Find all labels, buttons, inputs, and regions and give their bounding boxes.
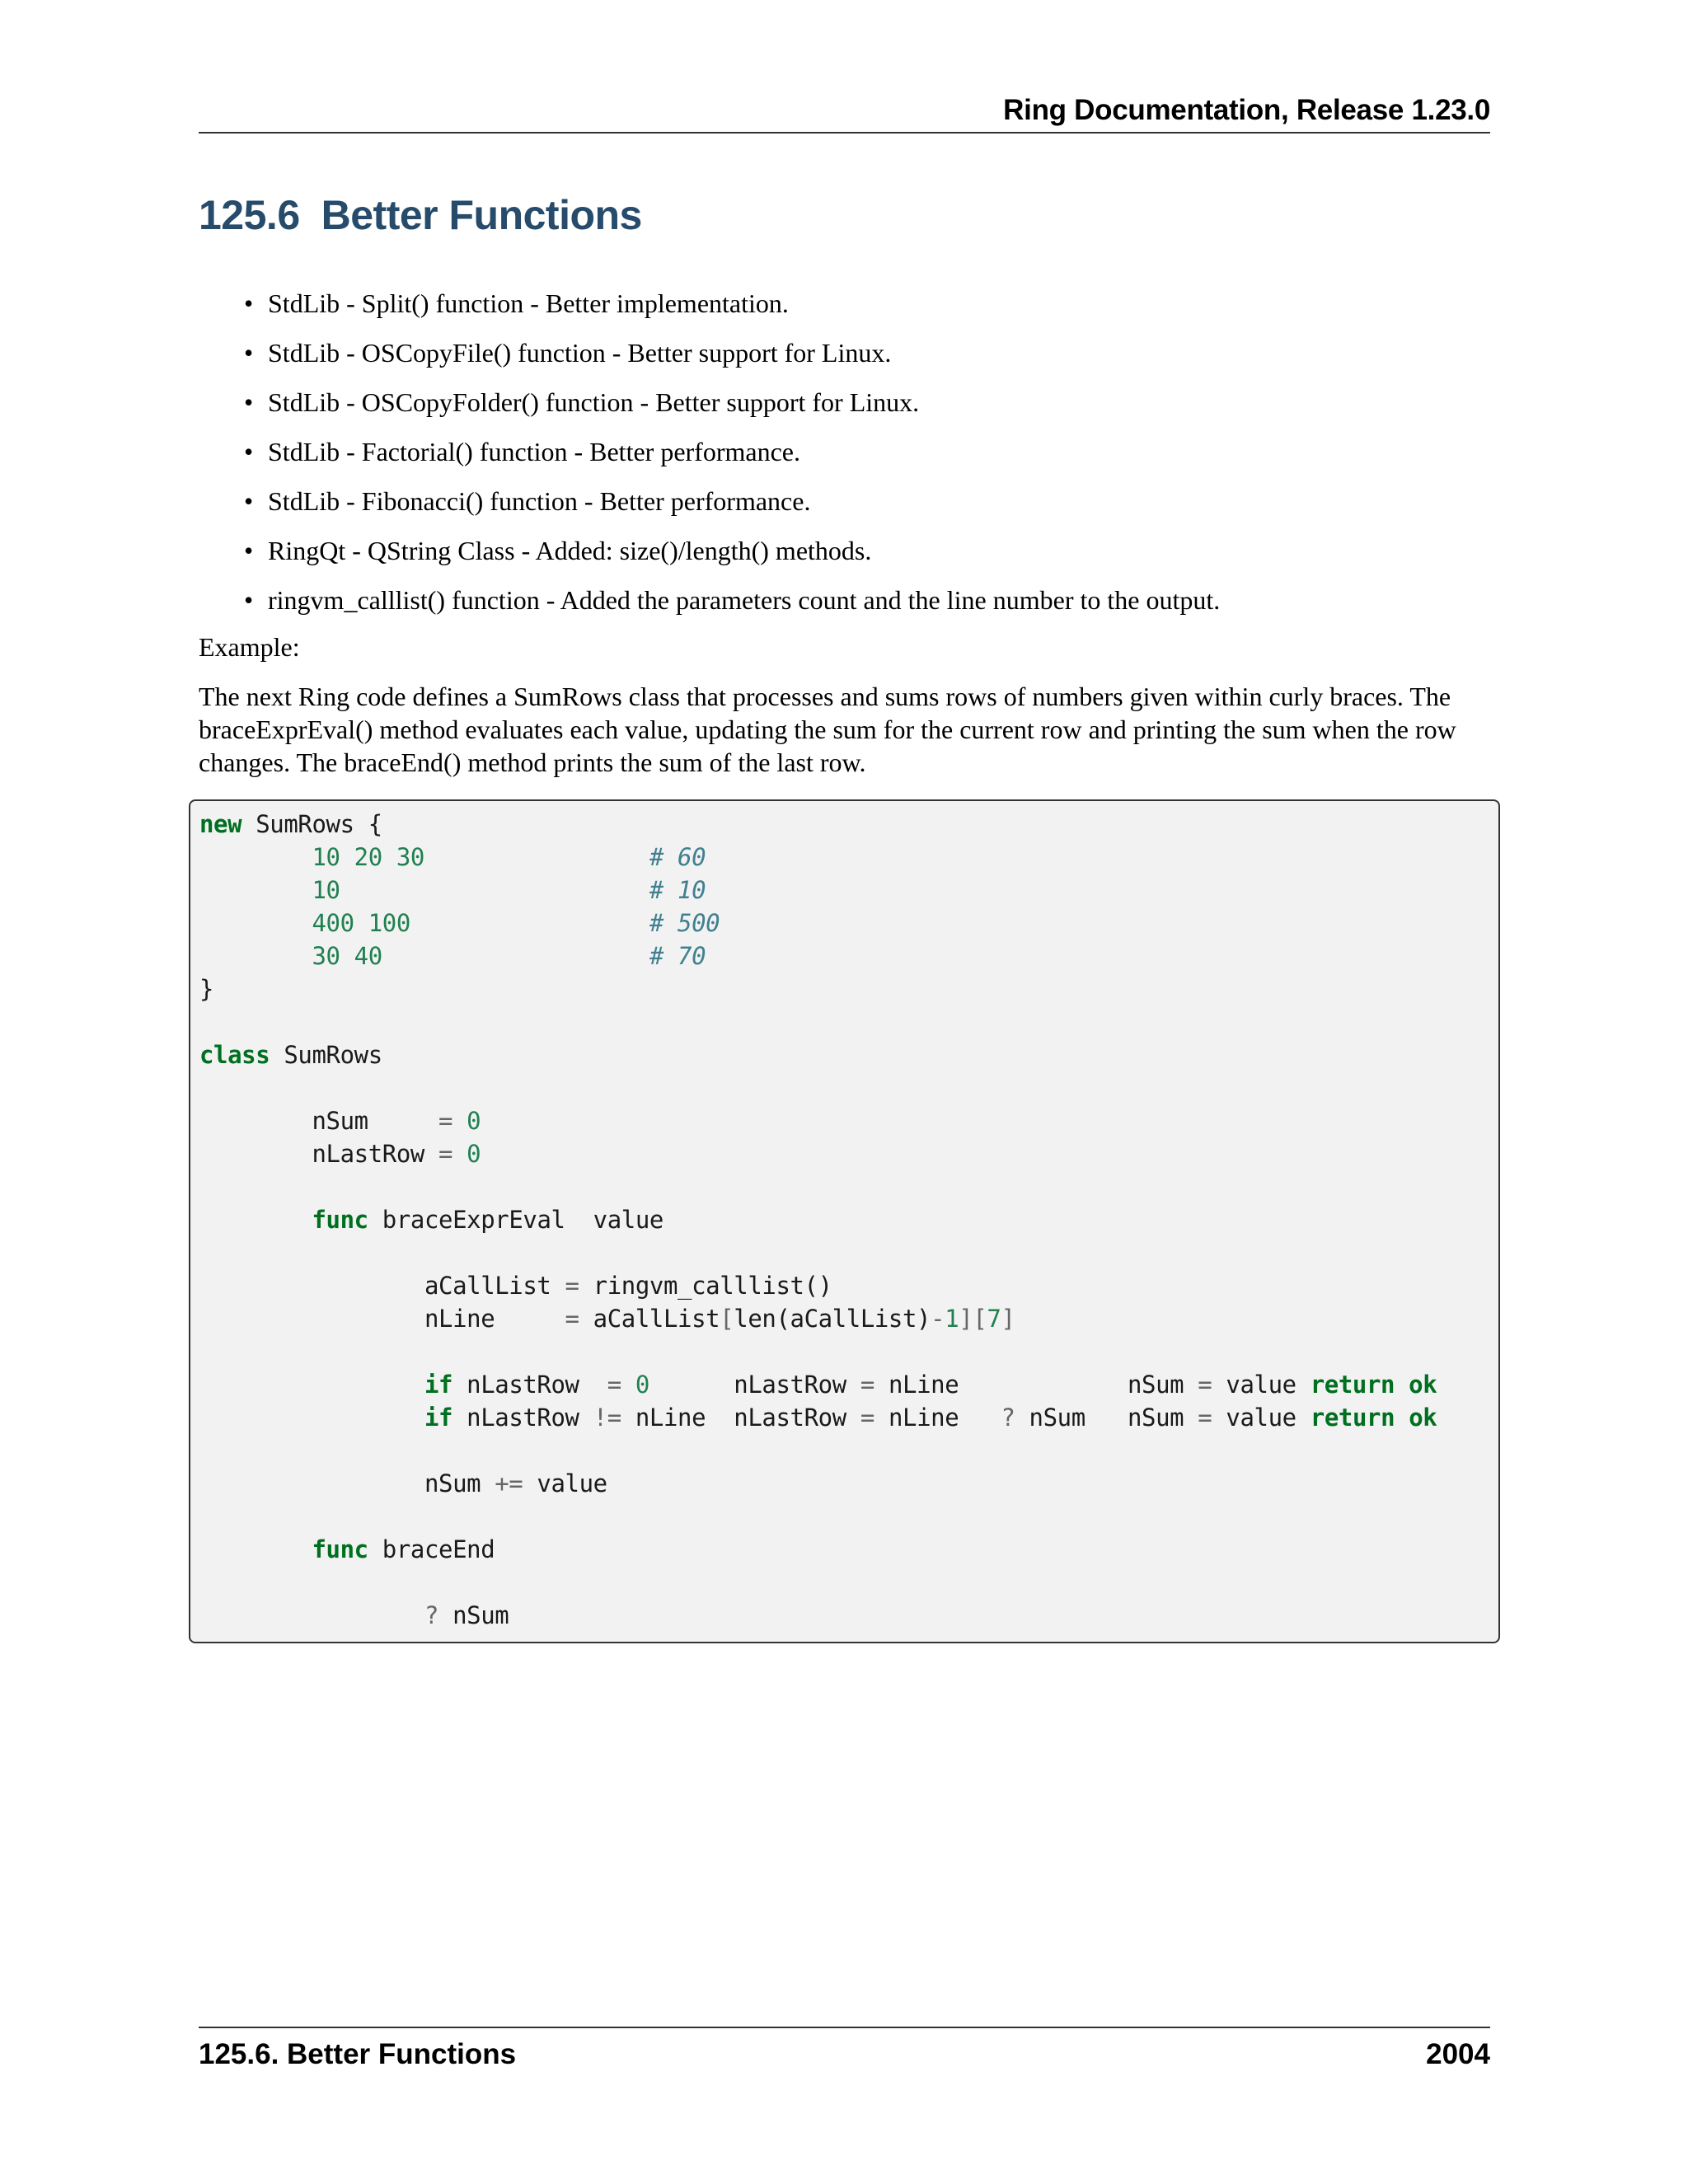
code-block[interactable]: [189, 799, 1500, 1643]
section-number: 125.6: [199, 192, 300, 238]
list-item: • RingQt - QString Class - Added: size()/length() methods.: [244, 536, 872, 565]
page-number: 2004: [1426, 2038, 1490, 2070]
list-item: • StdLib - Fibonacci() function - Better performance.: [244, 486, 811, 516]
list-item: • StdLib - OSCopyFile() function - Better support for Linux.: [244, 338, 892, 368]
bullet-icon: •: [244, 536, 254, 565]
code-listing: new SumRows { 10 20 30 # 60 10 # 10 400 100 # 500 30 40 # 70 } class SumRows nSum = 0 nLastRow = 0 func braceExprEval value aCallList = ringvm_calllist() nLine = aCallList[len(aCallList)-1][7] if nLastRow = 0 nLastRow = nLine nSum = value return ok if nLastRow != nLine nLastRow = nLine ? nSum nSum = value return ok nSum += value func braceEnd ? nSum: [199, 810, 1437, 1629]
header-title: Ring Documentation, Release 1.23.0: [1003, 94, 1490, 126]
list-item: • ringvm_calllist() function - Added the parameters count and the line number to the output.: [244, 585, 1221, 615]
list-item: • StdLib - Split() function - Better implementation.: [244, 288, 789, 318]
bullet-icon: •: [244, 288, 254, 318]
bullet-icon: •: [244, 486, 254, 516]
improvements-list: [199, 287, 1490, 633]
bullet-icon: •: [244, 338, 254, 368]
bullet-icon: •: [244, 585, 254, 615]
example-description: The next Ring code defines a SumRows class that processes and sums rows of numbers given within curly braces. The braceExprEval() method evaluates each value, updating the sum for the current row and printing the sum when the row changes. The braceEnd() method prints the sum of the last row.: [199, 682, 1456, 777]
page-header: [199, 91, 1490, 134]
list-item: • StdLib - Factorial() function - Better performance.: [244, 437, 800, 466]
section-title: Better Functions: [321, 192, 642, 238]
example-label: Example:: [199, 632, 300, 662]
section-heading: [199, 191, 642, 239]
bullet-icon: •: [244, 387, 254, 417]
bullet-icon: •: [244, 437, 254, 466]
list-item: • StdLib - OSCopyFolder() function - Better support for Linux.: [244, 387, 920, 417]
page-footer: [199, 2027, 1490, 2078]
footer-section: 125.6. Better Functions: [199, 2038, 517, 2070]
